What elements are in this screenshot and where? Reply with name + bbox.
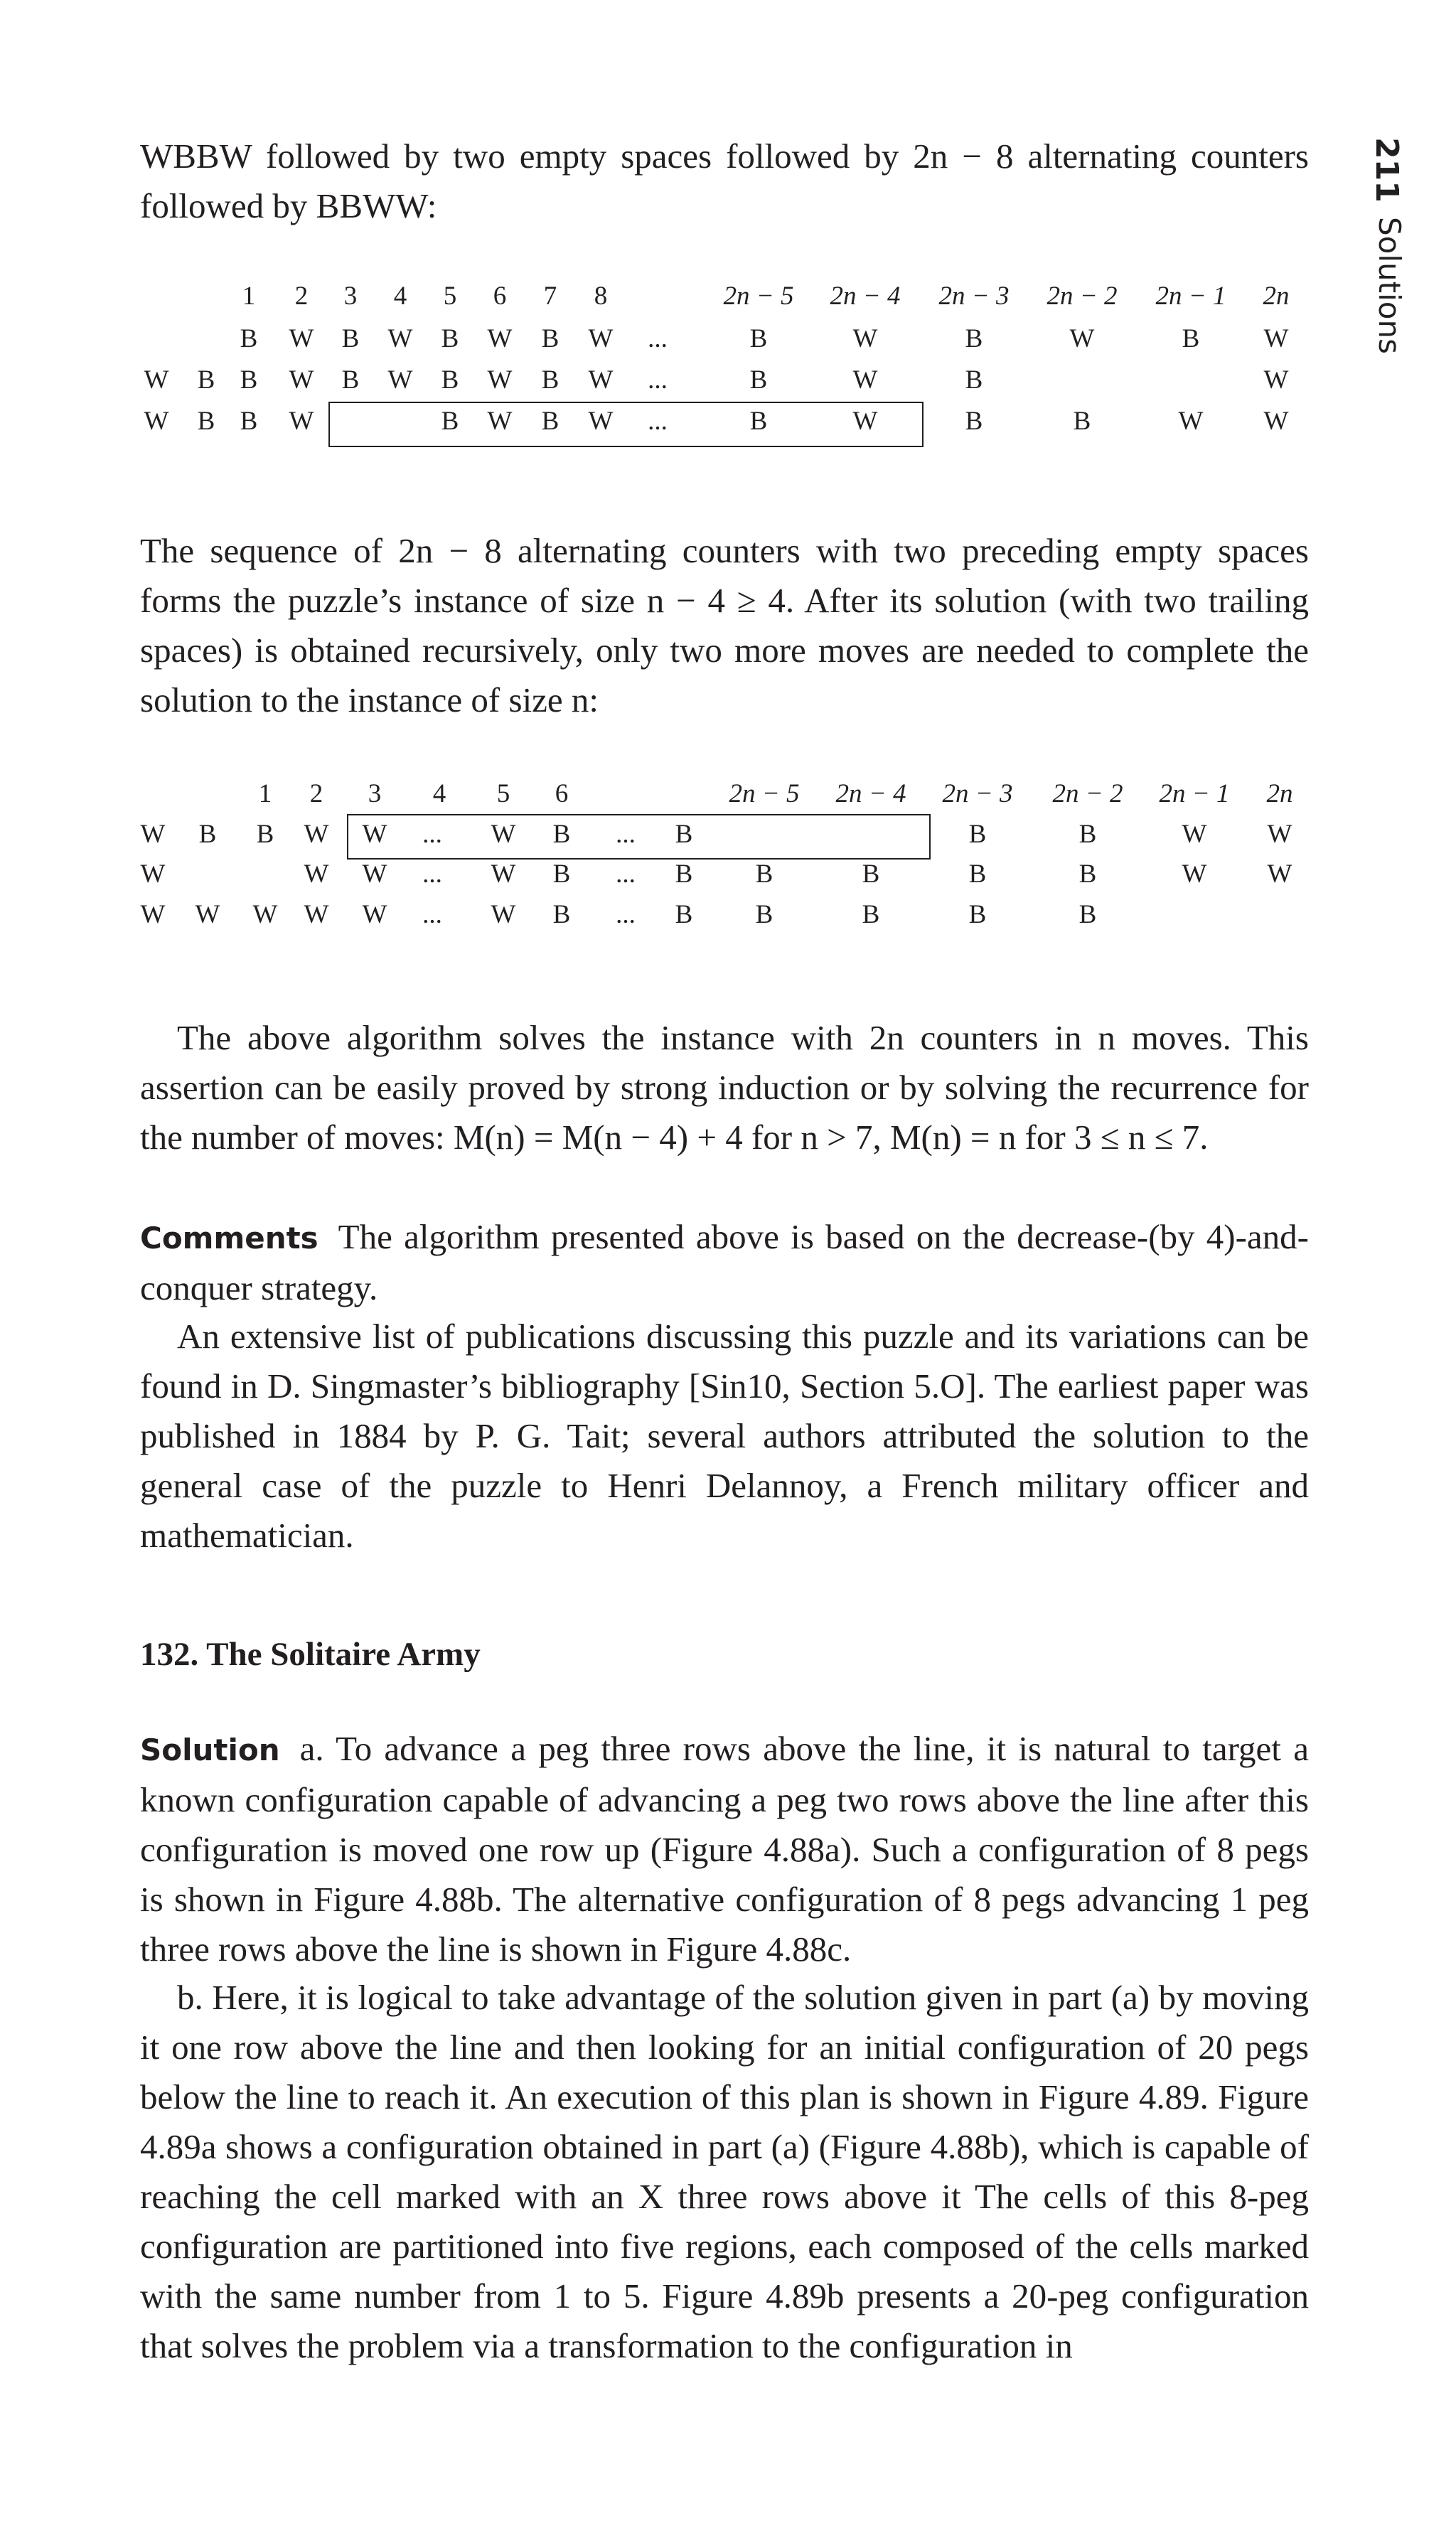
table2-cell-r2-c10: B bbox=[862, 860, 880, 889]
solution-label: Solution bbox=[140, 1733, 280, 1767]
table2-cell-r1-c4: W bbox=[304, 820, 329, 849]
table1-cell-r2-c12: B bbox=[749, 365, 768, 395]
table2-cell-r2-c2: W bbox=[304, 860, 329, 889]
table1-cell-r3-c2: B bbox=[197, 407, 215, 436]
table2-cell-r3-c11: B bbox=[755, 900, 774, 929]
table1-header-10: 2n − 4 bbox=[830, 282, 901, 311]
table1-cell-r2-c6: W bbox=[387, 365, 413, 395]
table2-cell-r1-c14: W bbox=[1267, 820, 1292, 849]
table1-header-9: 2n − 5 bbox=[723, 282, 794, 311]
table2-header-12: 2n bbox=[1266, 779, 1293, 808]
table2-cell-r1-c7: W bbox=[491, 820, 516, 849]
table1-cell-r1-c9: ... bbox=[648, 324, 668, 353]
table2-cell-r2-c8: B bbox=[675, 860, 693, 889]
table1-cell-r3-c4: W bbox=[289, 407, 314, 436]
page-number: 211 bbox=[1369, 137, 1405, 203]
table1-cell-r3-c14: W bbox=[1178, 407, 1204, 436]
table2-cell-r2-c7: ... bbox=[616, 860, 636, 889]
table2-cell-r3-c4: W bbox=[304, 900, 329, 929]
comments-label: Comments bbox=[140, 1221, 318, 1256]
table1-cell-r3-c1: W bbox=[144, 407, 169, 436]
table2-cell-r3-c2: W bbox=[195, 900, 220, 929]
table2-cell-r1-c8: B bbox=[552, 820, 571, 849]
table2-cell-r2-c14: W bbox=[1267, 860, 1292, 889]
table2-cell-r3-c14: B bbox=[1078, 900, 1097, 929]
table1-header-13: 2n − 1 bbox=[1155, 282, 1226, 311]
table2-cell-r3-c3: W bbox=[252, 900, 278, 929]
table2-cell-r3-c10: B bbox=[675, 900, 693, 929]
table1-cell-r2-c14: B bbox=[965, 365, 983, 395]
table1-header-5: 5 bbox=[443, 282, 457, 311]
table1-cell-r3-c10: B bbox=[749, 407, 768, 436]
table1-cell-r3-c8: W bbox=[588, 407, 614, 436]
table1-cell-r2-c9: B bbox=[541, 365, 560, 395]
solution-part-a: a. To advance a peg three rows above the line, it is natural to target a known configuration capable of advancing a peg two rows above the line after this configuration is moved one row up (Figure 4.88a). Such a configuration of 8 pegs is shown in Figure 4.88b. The alternative configuration of 8 pegs advancing 1 peg three rows above the line is shown in Figure 4.88c. bbox=[140, 1729, 1309, 1969]
table1-cell-r2-c5: B bbox=[341, 365, 360, 395]
table1-header-14: 2n bbox=[1263, 282, 1290, 311]
table1-cell-r2-c1: W bbox=[144, 365, 169, 395]
table1-cell-r3-c13: B bbox=[1073, 407, 1091, 436]
table2-cell-r3-c7: W bbox=[491, 900, 516, 929]
table1-cell-r1-c11: W bbox=[852, 324, 878, 353]
table2-cell-r3-c8: B bbox=[552, 900, 571, 929]
table2-cell-r1-c9: ... bbox=[616, 820, 636, 849]
table1-header-7: 7 bbox=[543, 282, 557, 311]
table2-cell-r1-c12: B bbox=[1078, 820, 1097, 849]
table2-cell-r1-c1: W bbox=[140, 820, 166, 849]
solution-paragraph-b: b. Here, it is logical to take advantage of the solution given in part (a) by moving it one row above the line and then looking for an initial configuration of 20 pegs below the line to reach it. An execution of this plan is shown in Figure 4.89. Figure 4.89a shows a configuration obtained in part (a) (Figure 4.88b), which is capable of reaching the cell marked with an X three rows above it The cells of this 8-peg configuration are partitioned into five regions, each composed of the cells marked with the same number from 1 to 5. Figure 4.89b presents a 20-peg configuration that solves the problem via a transformation to the configuration in bbox=[140, 1978, 1309, 2365]
table2-cell-r1-c5: W bbox=[362, 820, 387, 849]
table1-cell-r3-c3: B bbox=[240, 407, 258, 436]
table1-cell-r1-c3: B bbox=[341, 324, 360, 353]
table1-cell-r3-c5: B bbox=[441, 407, 459, 436]
table1-header-12: 2n − 2 bbox=[1046, 282, 1118, 311]
table1-cell-r2-c15: W bbox=[1263, 365, 1289, 395]
table2-cell-r2-c1: W bbox=[140, 860, 166, 889]
table1-cell-r3-c11: W bbox=[852, 407, 878, 436]
table1-cell-r2-c4: W bbox=[289, 365, 314, 395]
table1-header-6: 6 bbox=[493, 282, 507, 311]
table1-cell-r1-c7: B bbox=[541, 324, 560, 353]
table2-cell-r2-c4: ... bbox=[422, 860, 442, 889]
table2-cell-r3-c1: W bbox=[140, 900, 166, 929]
table1-cell-r1-c8: W bbox=[588, 324, 614, 353]
section-heading: 132. The Solitaire Army bbox=[140, 1636, 481, 1673]
table1-header-3: 3 bbox=[343, 282, 358, 311]
table2-header-6: 6 bbox=[555, 779, 569, 808]
table1-cell-r2-c7: B bbox=[441, 365, 459, 395]
table2-cell-r2-c11: B bbox=[968, 860, 987, 889]
table1-cell-r3-c9: ... bbox=[648, 407, 668, 436]
table1-cell-r2-c3: B bbox=[240, 365, 258, 395]
table1-cell-r3-c15: W bbox=[1263, 407, 1289, 436]
table2-cell-r1-c11: B bbox=[968, 820, 987, 849]
comments-paragraph-2: An extensive list of publications discussing this puzzle and its variations can be found in D. Singmaster’s bibliography [Sin10, Section 5.O]. The earliest paper was published in 1884 by P. G. Tait; several authors attributed the solution to the general case of the puzzle to Henri Delannoy, a French military officer and mathematician. bbox=[140, 1317, 1309, 1555]
table2-header-1: 1 bbox=[258, 779, 272, 808]
table2-header-8: 2n − 4 bbox=[835, 779, 906, 808]
algorithm-paragraph: The above algorithm solves the instance with 2n counters in n moves. This assertion can be easily proved by strong induction or by solving the recurrence for the number of moves: M(n) = M(n − 4) + 4 for n > 7, M(n) = n for 3 ≤ n ≤ 7. bbox=[140, 1018, 1309, 1157]
table1-cell-r1-c2: W bbox=[289, 324, 314, 353]
table1-cell-r3-c6: W bbox=[487, 407, 513, 436]
table2-header-3: 3 bbox=[368, 779, 382, 808]
table2-cell-r1-c6: ... bbox=[422, 820, 442, 849]
table1-header-2: 2 bbox=[294, 282, 309, 311]
table2-header-11: 2n − 1 bbox=[1159, 779, 1230, 808]
table1-cell-r2-c13: W bbox=[852, 365, 878, 395]
table1-cell-r3-c12: B bbox=[965, 407, 983, 436]
intro-paragraph: WBBW followed by two empty spaces followed by 2n − 8 alternating counters followed by BBWW: bbox=[140, 136, 1309, 225]
table2-cell-r1-c2: B bbox=[198, 820, 217, 849]
table1-header-4: 4 bbox=[393, 282, 407, 311]
table1-cell-r1-c13: W bbox=[1069, 324, 1095, 353]
table1-cell-r1-c12: B bbox=[965, 324, 983, 353]
table2-cell-r2-c5: W bbox=[491, 860, 516, 889]
table1-cell-r1-c15: W bbox=[1263, 324, 1289, 353]
table1-cell-r3-c7: B bbox=[541, 407, 560, 436]
table2-cell-r3-c5: W bbox=[362, 900, 387, 929]
solution-paragraph-a bbox=[140, 1724, 1309, 1974]
comments-text: The algorithm presented above is based on the decrease-(by 4)-and-conquer strategy. bbox=[140, 1217, 1309, 1307]
table1-cell-r2-c8: W bbox=[487, 365, 513, 395]
table1-header-8: 8 bbox=[594, 282, 608, 311]
table2-cell-r2-c12: B bbox=[1078, 860, 1097, 889]
table1-cell-r1-c4: W bbox=[387, 324, 413, 353]
table2-subinstance-box bbox=[347, 814, 931, 860]
table1-cell-r1-c10: B bbox=[749, 324, 768, 353]
table1-subinstance-box bbox=[328, 402, 924, 447]
table2-cell-r3-c12: B bbox=[862, 900, 880, 929]
table2-header-5: 5 bbox=[496, 779, 510, 808]
table1-cell-r1-c1: B bbox=[240, 324, 258, 353]
table2-cell-r2-c13: W bbox=[1182, 860, 1207, 889]
table1-cell-r2-c10: W bbox=[588, 365, 614, 395]
recursion-paragraph: The sequence of 2n − 8 alternating counters with two preceding empty spaces forms the puzzle’s instance of size n − 4 ≥ 4. After its solution (with two trailing spaces) is obtained recursively, only two more moves are needed to complete the solution to the instance of size n: bbox=[140, 531, 1309, 719]
table2-cell-r3-c13: B bbox=[968, 900, 987, 929]
table1-cell-r1-c6: W bbox=[487, 324, 513, 353]
table2-header-7: 2n − 5 bbox=[729, 779, 800, 808]
table2-header-9: 2n − 3 bbox=[942, 779, 1013, 808]
table2-header-4: 4 bbox=[432, 779, 446, 808]
table1-cell-r2-c2: B bbox=[197, 365, 215, 395]
table2-header-2: 2 bbox=[309, 779, 323, 808]
running-section-title: Solutions bbox=[1372, 217, 1407, 354]
table2-cell-r1-c10: B bbox=[675, 820, 693, 849]
table1-cell-r1-c14: B bbox=[1182, 324, 1200, 353]
table1-header-1: 1 bbox=[242, 282, 256, 311]
table1-header-11: 2n − 3 bbox=[938, 282, 1010, 311]
table1-cell-r1-c5: B bbox=[441, 324, 459, 353]
table2-cell-r2-c9: B bbox=[755, 860, 774, 889]
table2-cell-r3-c9: ... bbox=[616, 900, 636, 929]
table2-cell-r2-c3: W bbox=[362, 860, 387, 889]
table2-cell-r3-c6: ... bbox=[422, 900, 442, 929]
table2-cell-r1-c3: B bbox=[256, 820, 274, 849]
table2-cell-r1-c13: W bbox=[1182, 820, 1207, 849]
table2-header-10: 2n − 2 bbox=[1052, 779, 1123, 808]
table1-cell-r2-c11: ... bbox=[648, 365, 668, 395]
table2-cell-r2-c6: B bbox=[552, 860, 571, 889]
comments-paragraph bbox=[140, 1212, 1309, 1313]
